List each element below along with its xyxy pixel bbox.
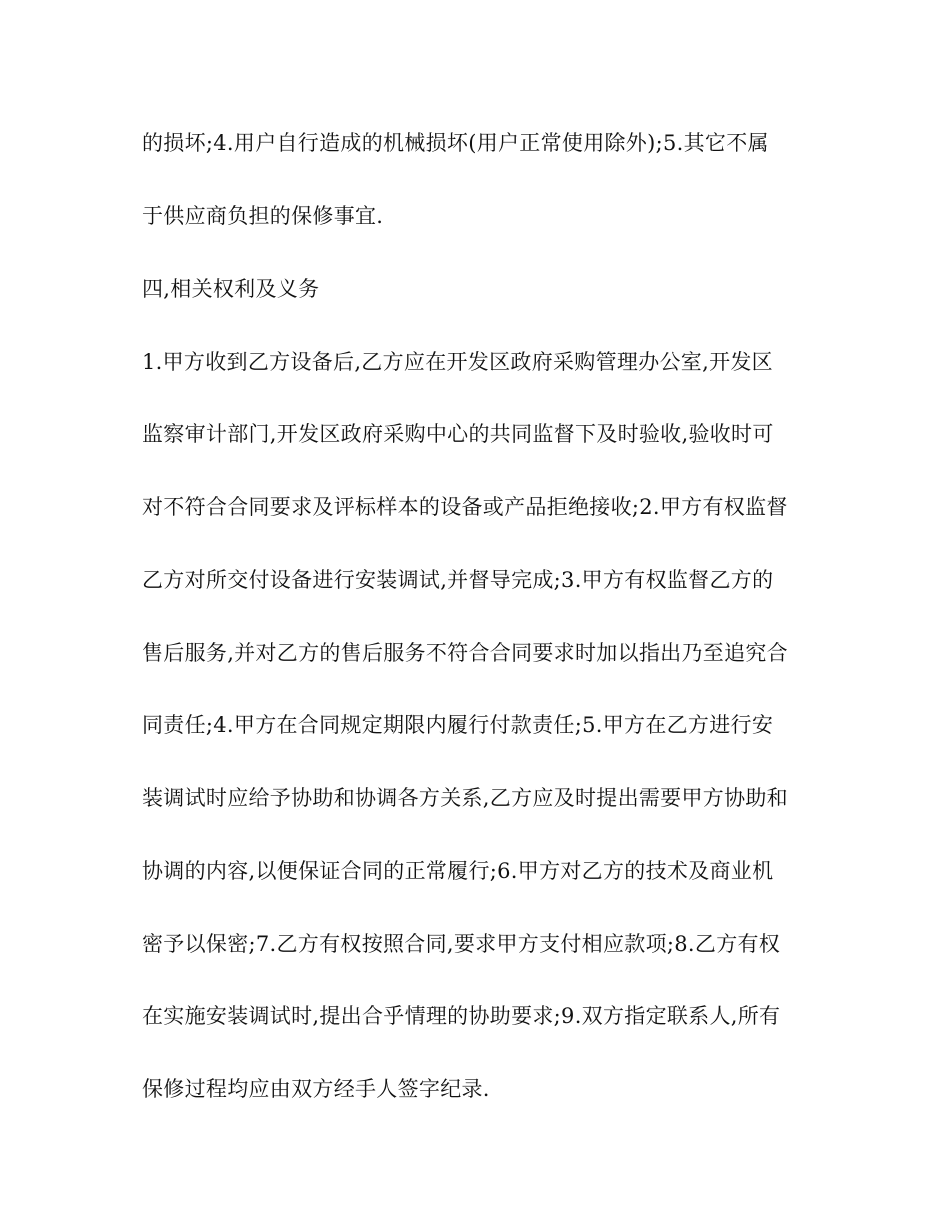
paragraph-line: 保修过程均应由双方经手人签字纪录. bbox=[142, 1077, 490, 1101]
paragraph-line: 监察审计部门,开发区政府采购中心的共同监督下及时验收,验收时可 bbox=[142, 422, 774, 446]
paragraph-line: 售后服务,并对乙方的售后服务不符合合同要求时加以指出乃至追究合 bbox=[142, 641, 788, 665]
paragraph-line: 于供应商负担的保修事宜. bbox=[142, 204, 384, 228]
paragraph-line: 乙方对所交付设备进行安装调试,并督导完成;3.甲方有权监督乙方的 bbox=[142, 568, 774, 592]
paragraph-line: 对不符合合同要求及评标样本的设备或产品拒绝接收;2.甲方有权监督 bbox=[142, 495, 788, 519]
paragraph-line: 同责任;4.甲方在合同规定期限内履行付款责任;5.甲方在乙方进行安 bbox=[142, 713, 774, 737]
paragraph-line: 的损坏;4.用户自行造成的机械损坏(用户正常使用除外);5.其它不属 bbox=[142, 131, 769, 155]
paragraph-line: 1.甲方收到乙方设备后,乙方应在开发区政府采购管理办公室,开发区 bbox=[142, 350, 773, 374]
paragraph-line: 协调的内容,以便保证合同的正常履行;6.甲方对乙方的技术及商业机 bbox=[142, 859, 774, 883]
paragraph-line: 装调试时应给予协助和协调各方关系,乙方应及时提出需要甲方协助和 bbox=[142, 786, 788, 810]
section-heading: 四,相关权利及义务 bbox=[142, 277, 320, 301]
paragraph-line: 在实施安装调试时,提出合乎情理的协助要求;9.双方指定联系人,所有 bbox=[142, 1004, 781, 1028]
paragraph-line: 密予以保密;7.乙方有权按照合同,要求甲方支付相应款项;8.乙方有权 bbox=[142, 932, 781, 956]
